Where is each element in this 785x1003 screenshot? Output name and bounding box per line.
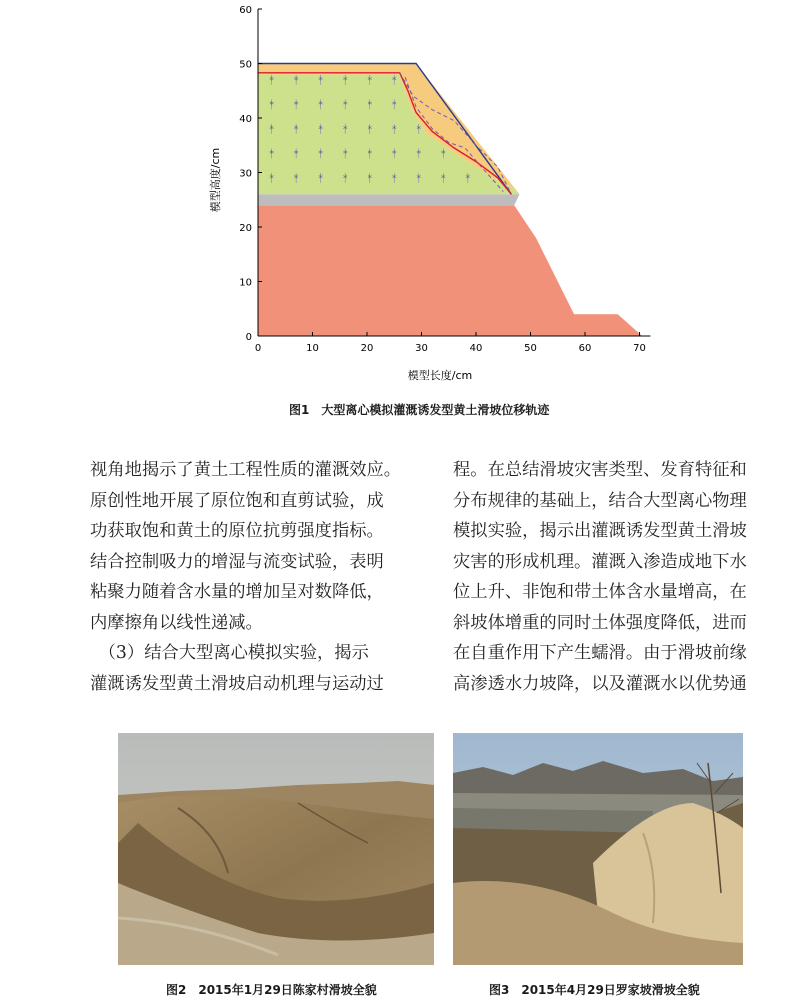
marker-point: * [269,100,274,111]
text-line: 灌溉诱发型黄土滑坡启动机理与运动过 [90,673,384,694]
y-tick-label: 10 [239,277,252,289]
y-tick-label: 30 [239,168,252,180]
y-axis-label: 模型高度/cm [209,147,222,213]
layer-bedrock [258,205,642,336]
marker-point: * [293,100,299,111]
marker-point: * [392,100,397,111]
marker-point: * [465,173,471,184]
marker-point: * [269,75,274,86]
marker-point: * [392,124,397,135]
marker-point: * [392,173,397,184]
marker-point: * [342,149,348,160]
x-axis-label: 模型长度/cm [407,369,473,382]
text-line: 在自重作用下产生蠕滑。由于滑坡前缘 [453,643,747,663]
text-line: 灾害的形成机理。灌溉入渗造成地下水 [453,551,747,572]
text-line: 斜坡体增重的同时土体强度降低，进而 [453,612,747,633]
x-tick-label: 50 [524,343,537,354]
text-line: 内摩擦角以线性递减。 [90,612,263,633]
figure1-caption: 图1 大型离心模拟灌溉诱发型黄土滑坡位移轨迹 [289,403,550,417]
marker-point: * [318,149,323,160]
marker-point: * [342,173,348,184]
marker-point: * [293,173,299,184]
text-line: （3）结合大型离心模拟实验，揭示 [90,643,369,663]
figure1-chart [0,0,785,390]
marker-point: * [269,173,274,184]
x-tick-label: 30 [415,343,428,354]
marker-point: * [293,124,299,135]
marker-point: * [367,100,372,111]
text-line: 粘聚力随着含水量的增加呈对数降低， [90,582,384,602]
right-text-column [453,455,785,699]
marker-point: * [269,149,274,160]
marker-point: * [441,173,446,184]
y-tick-label: 20 [239,223,252,234]
x-tick-label: 10 [306,343,319,354]
marker-point: * [342,124,348,135]
marker-point: * [318,124,323,135]
y-tick-label: 60 [239,5,252,16]
marker-point: * [416,173,422,184]
figure3-caption: 图3 2015年4月29日罗家坡滑坡全貌 [489,983,700,997]
marker-point: * [416,149,422,160]
left-text-column [90,455,422,699]
text-line: 原创性地开展了原位饱和直剪试验，成 [90,490,384,511]
layer-gray-layer [258,194,520,205]
y-tick-label: 50 [239,59,252,71]
text-line: 功获取饱和黄土的原位抗剪强度指标。 [90,521,384,541]
text-line: 位上升、非饱和带土体含水量增高，在 [453,582,747,602]
marker-point: * [392,75,397,86]
marker-point: * [416,124,422,135]
marker-point: * [318,100,323,111]
marker-point: * [269,124,274,135]
marker-point: * [318,173,323,184]
marker-point: * [441,149,446,160]
plot-layers [258,64,642,337]
text-line: 结合控制吸力的增湿与流变试验，表明 [90,551,384,572]
y-tick-label: 40 [239,114,252,125]
marker-point: * [367,124,372,135]
marker-point: * [318,75,323,86]
marker-point: * [367,173,372,184]
text-line: 模拟实验，揭示出灌溉诱发型黄土滑坡 [453,521,747,541]
x-tick-label: 60 [578,343,592,354]
y-tick-label: 0 [245,332,252,343]
text-line: 程。在总结滑坡灾害类型、发育特征和 [453,460,747,480]
marker-point: * [342,75,348,86]
text-line: 分布规律的基础上，结合大型离心物理 [453,490,747,511]
x-tick-label: 40 [469,343,483,354]
text-line: 高渗透水力坡降，以及灌溉水以优势通 [453,673,747,694]
x-tick-label: 70 [633,343,646,354]
marker-point: * [367,75,372,86]
marker-point: * [293,75,299,86]
text-line: 视角地揭示了黄土工程性质的灌溉效应。 [90,460,402,480]
figure2-caption: 图2 2015年1月29日陈家村滑坡全貌 [166,983,377,997]
x-tick-label: 20 [360,343,374,354]
marker-point: * [293,149,299,160]
figure3-photo [453,733,743,965]
figure2-photo [118,733,434,965]
marker-point: * [342,100,348,111]
marker-point: * [392,149,397,160]
x-tick-label: 0 [254,343,262,354]
marker-point: * [367,149,372,160]
